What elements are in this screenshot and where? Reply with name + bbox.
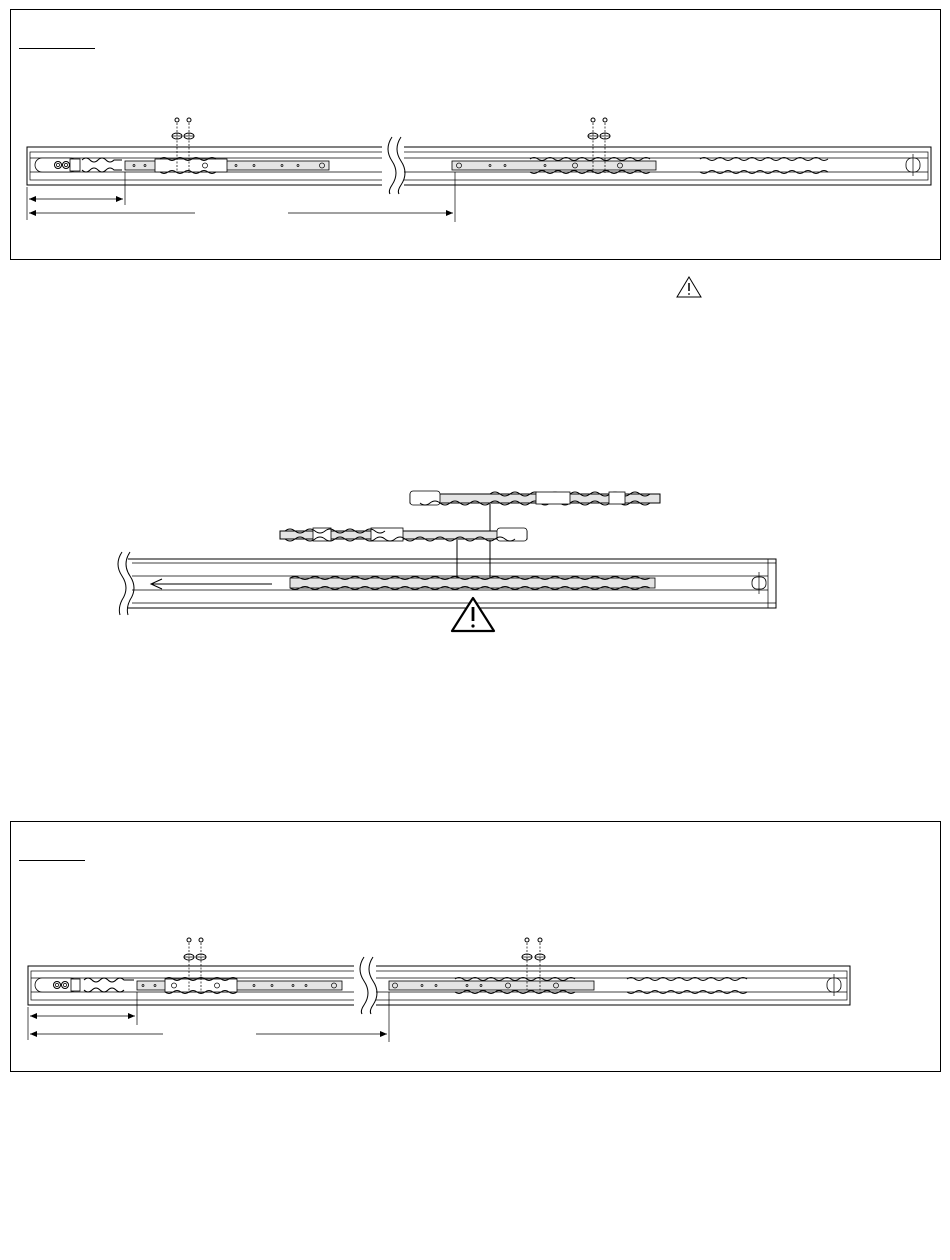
warning-triangle-icon	[677, 277, 701, 297]
panel-1-break-symbol	[382, 137, 405, 194]
panel-2-rail	[28, 938, 850, 1042]
panel-2-break-symbol	[354, 957, 377, 1014]
belt-installation-detail	[118, 491, 776, 615]
panel-1-rail	[27, 118, 931, 222]
